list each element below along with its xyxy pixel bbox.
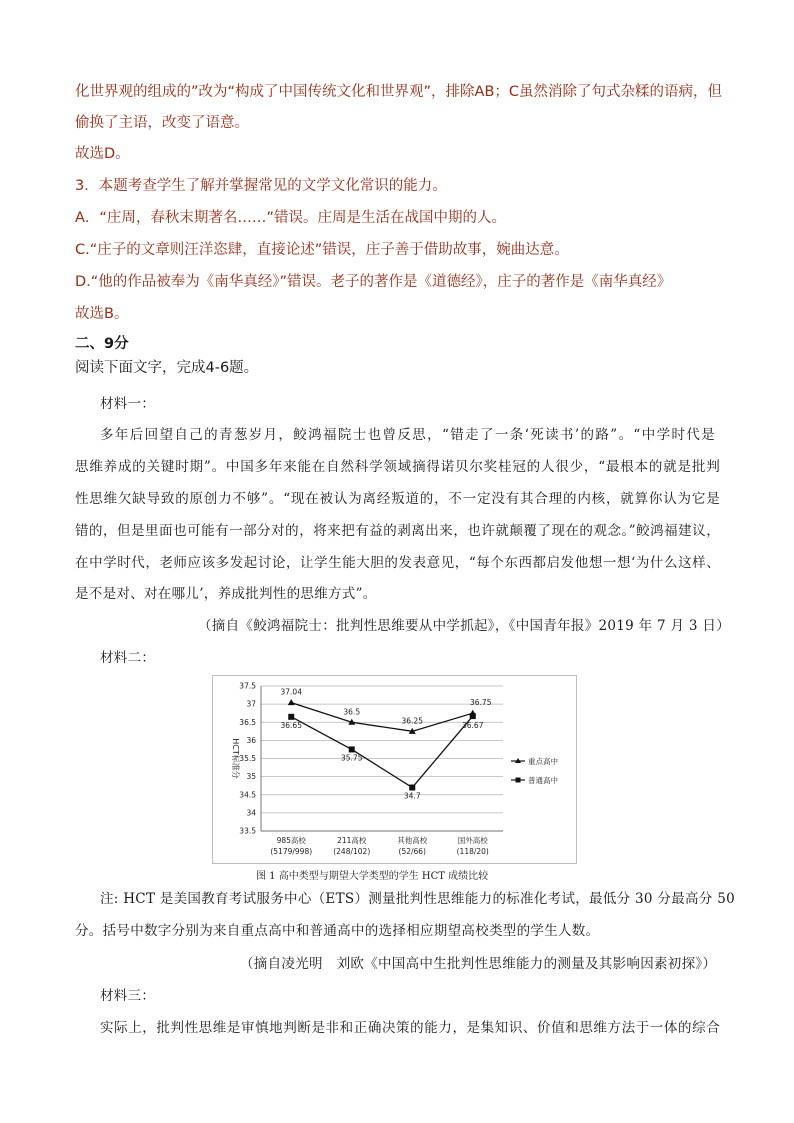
material-1-line-6: 是不是对、对在哪儿’，养成批判性的思维方式”。 <box>75 586 377 602</box>
data-label: 37.04 <box>280 687 302 697</box>
section-heading: 二、9分 <box>75 336 129 352</box>
y-tick-label: 35 <box>246 772 256 782</box>
x-tick-count-label: (248/102) <box>333 847 371 856</box>
y-tick-label: 36 <box>246 735 256 745</box>
chart-caption: 图 1 高中类型与期望大学类型的学生 HCT 成绩比较 <box>256 871 489 882</box>
y-tick-label: 33.5 <box>239 826 256 836</box>
answer-choice-b: 故选B。 <box>75 306 129 322</box>
material-1-source: （摘自《鲛鸿福院士：批判性思维要从中学抓起》，《中国青年报》2019 年 7 月 3 日） <box>198 618 730 634</box>
material-2-source: （摘自凌光明 刘欧《中国高中生批判性思维能力的测量及其影响因素初探》） <box>240 956 717 972</box>
legend-marker-square <box>516 778 521 783</box>
legend-label: 普通高中 <box>528 776 558 785</box>
y-tick-label: 35.5 <box>239 754 256 763</box>
data-label: 36.75 <box>470 698 492 708</box>
y-axis-label: HCT标准分 <box>231 738 240 779</box>
y-tick-label: 36.5 <box>239 717 256 727</box>
legend-label: 重点高中 <box>528 757 558 766</box>
x-tick-count-label: (118/20) <box>456 847 489 856</box>
material-3-label: 材料三： <box>100 988 156 1004</box>
question-3-option-d: D.“他的作品被奉为《南华真经》”错误。老子的著作是《道德经》，庄子的著作是《南华真经》 <box>75 274 672 290</box>
data-label: 36.25 <box>401 716 423 726</box>
data-label: 36.5 <box>343 707 361 717</box>
material-1-label: 材料一： <box>100 396 156 412</box>
material-2-note-line-2: 分。括号中数字分别为来自重点高中和普通高中的选择相应期望高校类型的学生人数。 <box>75 923 600 939</box>
section-instruction: 阅读下面文字，完成4-6题。 <box>75 360 259 376</box>
series-line-key-high-school <box>291 703 473 732</box>
data-label: 35.75 <box>341 753 363 763</box>
x-tick-count-label: (5179/998) <box>270 847 313 856</box>
material-1-line-2: 思维养成的关键时期”。中国多年来能在自然科学领域摘得诺贝尔奖桂冠的人很少，“最根本的就是批判 <box>75 459 720 475</box>
answer-choice-d: 故选D。 <box>75 146 130 162</box>
x-tick-label: 其他高校 <box>397 836 428 845</box>
material-2-note-line-1: 注: HCT 是美国教育考试服务中心（ETS）测量批判性思维能力的标准化考试，最低分 30 分最高分 50 <box>100 891 735 907</box>
answer-line-1: 化世界观的组成的”改为“构成了中国传统文化和世界观”，排除AB；C虽然消除了句式杂糅的语病，但 <box>75 84 723 100</box>
data-point-square <box>470 713 476 719</box>
x-tick-label: 国外高校 <box>457 836 488 845</box>
data-label: 34.7 <box>403 791 421 801</box>
answer-line-2: 偷换了主语，改变了语意。 <box>75 115 249 131</box>
question-3-option-a: A．“庄周，春秋末期著名……”错误。庄周是生活在战国中期的人。 <box>75 210 506 226</box>
y-tick-label: 37 <box>246 699 256 709</box>
question-3-title: 3．本题考查学生了解并掌握常见的文学文化常识的能力。 <box>75 178 447 194</box>
data-point-square <box>349 746 355 752</box>
y-tick-label: 37.5 <box>239 681 256 691</box>
x-tick-label: 211高校 <box>337 836 367 845</box>
x-tick-count-label: (52/66) <box>398 847 426 856</box>
data-label: 36.65 <box>280 720 302 730</box>
material-1-line-3: 性思维欠缺导致的原创力不够”。“现在被认为离经叛道的，不一定没有其合理的内核，就算你认为它是 <box>75 491 720 507</box>
material-1-line-4: 错的，但是里面也可能有一部分对的，将来把有益的剥离出来，也许就颠覆了现在的观念。”鲛鸿福建议， <box>75 523 720 539</box>
x-tick-label: 985高校 <box>276 836 306 845</box>
data-point-triangle <box>288 699 295 705</box>
data-point-square <box>288 714 294 720</box>
material-1-line-5: 在中学时代，老师应该多发起讨论，让学生能大胆的发表意见，“每个东西都启发他想一想‘为什么这样、 <box>75 555 720 571</box>
material-1-line-1: 多年后回望自己的青葱岁月，鲛鸿福院士也曾反思，“错走了一条‘死读书’的路”。“中学时代是 <box>100 427 715 443</box>
chart-svg <box>213 676 576 863</box>
hct-line-chart <box>212 675 577 864</box>
question-3-option-c: C.“庄子的文章则汪洋恣肆，直接论述”错误，庄子善于借助故事，婉曲达意。 <box>75 242 569 258</box>
y-tick-label: 34 <box>246 808 256 818</box>
material-3-line-1: 实际上，批判性思维是审慎地判断是非和正确决策的能力，是集知识、价值和思维方法于一体的综合 <box>100 1020 720 1036</box>
data-label: 36.67 <box>462 721 484 731</box>
material-2-label: 材料二： <box>100 650 156 666</box>
y-tick-label: 34.5 <box>239 790 256 800</box>
data-point-square <box>409 785 415 791</box>
